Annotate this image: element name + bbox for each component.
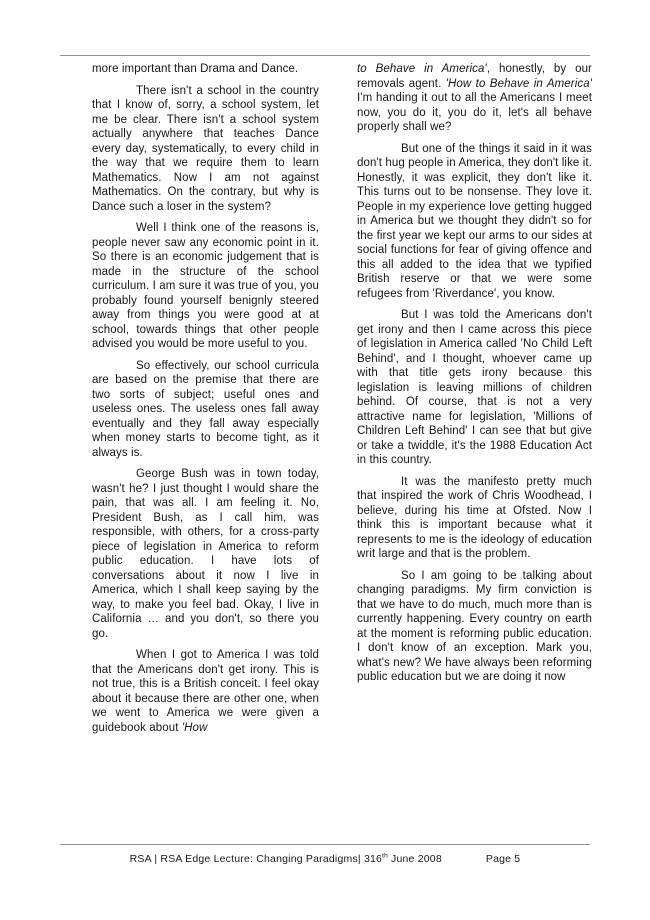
italic-text-run: to Behave in America'	[357, 63, 487, 75]
paragraph	[357, 142, 592, 302]
paragraph	[92, 84, 319, 215]
text-run: But one of the things it said in it was don't hug people in America, they don't like it. Honestly, it was explicit, they don't like it. This turns out to be nonsense. They love it. People in my experience love getting hugged in America but we thought they didn't so for the first year we kept our arms to our sides at social functions for fear of giving offence and this all added to the idea that we typified British reserve or that we were some refugees from 'Riverdance', you know.	[357, 142, 592, 300]
text-run: There isn't a school in the country that I know of, sorry, a school system, let me be clear. There isn't a school system actually anywhere that teaches Dance every day, systematically, to every child in the way that we require them to learn Mathematics. Now I am not against Mathematics. On the contrary, but why is Dance such a loser in the system?	[92, 84, 319, 213]
text-run: more important than Drama and Dance.	[92, 63, 299, 75]
text-run: It was the manifesto pretty much that inspired the work of Chris Woodhead, I believe, during his time at Ofsted. Now I think this is important because what it represents to me is the ideology of education writ large and that is the problem.	[357, 475, 592, 560]
paragraph	[357, 569, 592, 685]
paragraph	[92, 62, 319, 77]
text-run: So effectively, our school curricula are based on the premise that there are two sorts of subject; useful ones and useless ones. The useless ones fall away eventually and they fall away especially when money starts to become tight, as it always is.	[92, 359, 319, 459]
footer-date-text: June 2008	[387, 853, 442, 865]
two-column-text-body	[92, 62, 592, 846]
paragraph	[92, 359, 319, 461]
paragraph	[357, 308, 592, 468]
text-run: George Bush was in town today, wasn't he? I just thought I would share the pain, that was all. I am feeling it. No, President Bush, as I call him, was responsible, with others, for a cross-party piece of legislation in America to reform public education. I have lots of conversations about it now I live in America, which I shall keep saying by the way, to make you feel bad. Okay, I live in California … and you don't, so there you go.	[92, 468, 319, 640]
footer-divider	[60, 844, 590, 845]
paragraph	[357, 475, 592, 562]
italic-text-run: 'How	[181, 721, 208, 734]
text-run: But I was told the Americans don't get irony and then I came across this piece of legislation in America called 'No Child Left Behind', and I thought, whoever came up with that title gets irony because this legislation is leaving millions of children behind. Of course, that is not a very attractive name for legislation, 'Millions of Children Left Behind' I can see that but give or take a twiddle, it's the 1988 Education Act in this country.	[357, 309, 592, 466]
text-run: Well I think one of the reasons is, people never saw any economic point in it. So there is an economic judgement that is made in the structure of the school curriculum. I am sure it was true of you, you probably found yourself benignly steered away from things you were good at at school, towards things that other people advised you would be more useful to you.	[92, 222, 319, 350]
footer-lecture-reference	[130, 853, 442, 865]
paragraph	[92, 221, 319, 352]
text-run: So I am going to be talking about changing paradigms. My firm conviction is that we have to do much, much more than is currently happening. Every country on earth at the moment is reforming public education. I don't know of an exception. Mark you, what's new? We have always been reforming public education but we are doing it now	[357, 569, 592, 683]
paragraph	[92, 648, 319, 735]
italic-text-run: 'How to Behave in America'	[445, 77, 592, 90]
text-run: , honestly, by our removals agent.	[357, 63, 592, 90]
page-footer	[60, 853, 590, 865]
text-run: I'm handing it out to all the Americans I meet now, you do it, you do it, let's all behave properly shall we?	[357, 92, 592, 133]
page-number: Page 5	[485, 853, 521, 865]
left-column	[92, 62, 319, 846]
paragraph	[357, 62, 592, 135]
text-run: When I got to America I was told that the Americans don't get irony. This is not true, this is a British conceit. I feel okay about it because there are other one, when we went to America we were given a guidebook about	[92, 649, 319, 734]
right-column	[357, 62, 592, 846]
footer-date-ordinal: th	[382, 852, 388, 860]
header-divider	[60, 55, 590, 56]
footer-lecture-text: RSA | RSA Edge Lecture: Changing Paradigms| 316	[129, 853, 383, 865]
paragraph	[92, 467, 319, 641]
